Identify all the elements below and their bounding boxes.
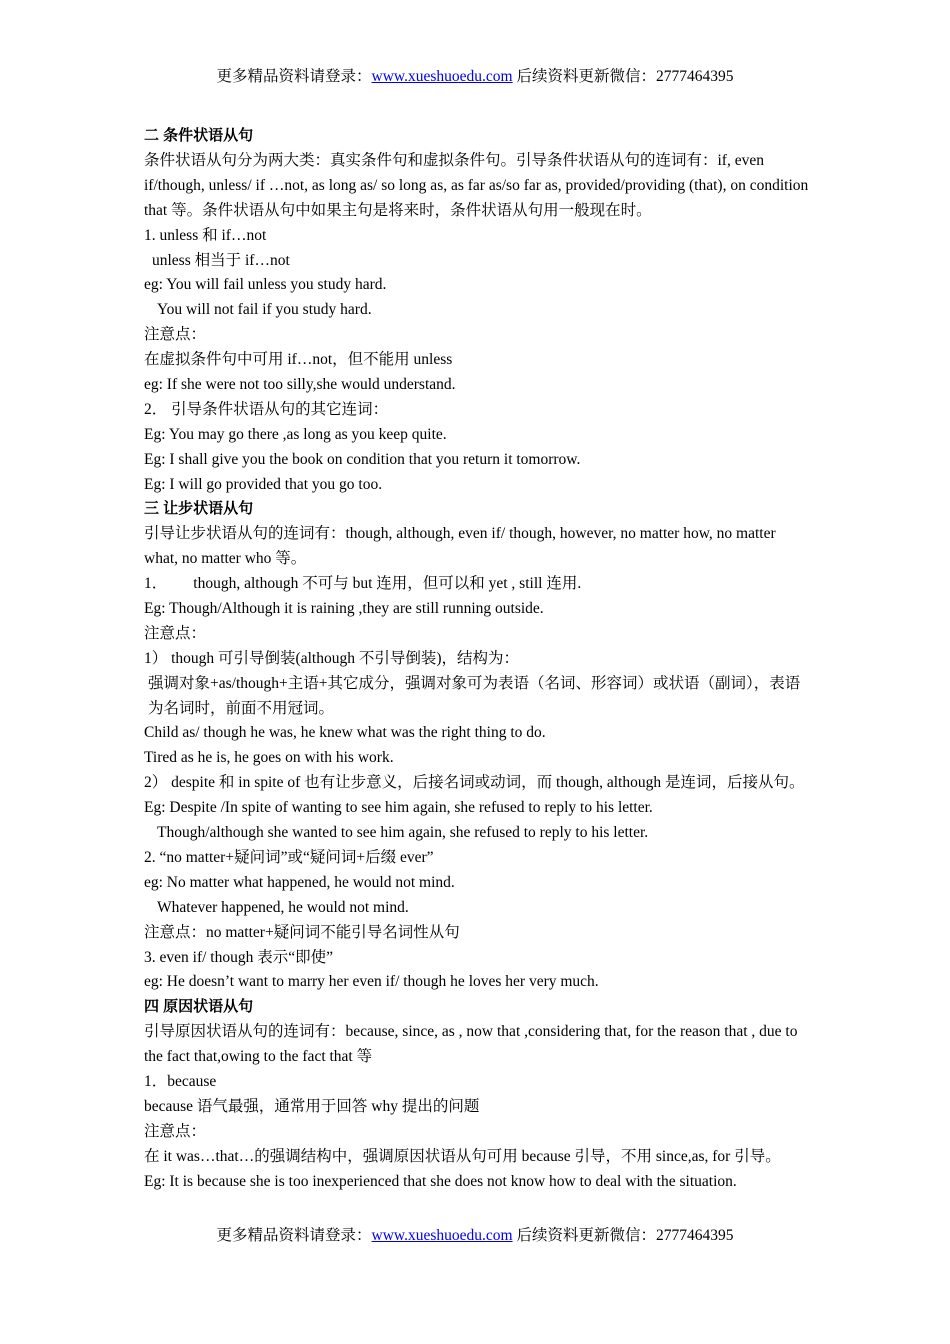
header-banner-prefix: 更多精品资料请登录： [216,68,372,85]
text-line [144,572,812,597]
footer-banner [0,1226,950,1246]
text-line: 2． 引导条件状语从句的其它连词： [144,400,389,418]
section-heading-condition: 二 条件状语从句 [144,127,254,144]
example-line: eg: No matter what happened, he would not mind. [144,873,455,891]
text-line: 1．because [144,1073,217,1090]
text-line: because 语气最强，通常用于回答 why 提出的问题 [144,1097,480,1115]
example-line: Eg: It is because she is too inexperienced that she does not know how to deal with the situation. [144,1172,737,1190]
note-label: 注意点： [144,1122,207,1140]
section-heading-reason: 四 原因状语从句 [144,998,254,1016]
header-banner-suffix: 后续资料更新微信：2777464395 [512,68,734,85]
note-label: 注意点： [144,624,207,642]
text-line: 2. “no matter+疑问词”或“疑问词+后缀 ever” [144,848,434,866]
example-line: Eg: Despite /In spite of wanting to see him again, she refused to reply to his letter. [144,799,653,817]
text-line: 3. even if/ though 表示“即使” [144,948,333,966]
example-line: Eg: You may go there ,as long as you keep quite. [144,425,447,443]
paragraph: 强调对象+as/though+主语+其它成分，强调对象可为表语（名词、形容词）或状语（副词），表语为名词时，前面不用冠词。 [148,674,801,717]
text-line: 1. unless 和 if…not [144,226,267,244]
text-line: 在 it was…that…的强调结构中，强调原因状语从句可用 because 引导，不用 since,as, for 引导。 [144,1147,781,1165]
example-line: eg: You will fail unless you study hard. [144,276,387,294]
note-label: 注意点：no matter+疑问词不能引导名词性从句 [144,923,460,941]
footer-banner-suffix: 后续资料更新微信：2777464395 [512,1227,734,1244]
paragraph: 引导让步状语从句的连词有：though, although, even if/ though, however, no matter how, no matter what, no matter who 等。 [144,525,776,568]
header-banner [0,67,950,87]
paragraph: 2） despite 和 in spite of 也有让步意义，后接名词或动词，而 though, although 是连词，后接从句。 [144,774,805,792]
example-line: You will not fail if you study hard. [157,301,372,319]
list-number: 1． [144,575,168,593]
example-line: Tired as he is, he goes on with his work. [144,749,394,767]
document-body [144,124,812,1194]
footer-banner-prefix: 更多精品资料请登录： [216,1227,372,1244]
example-line: Child as/ though he was, he knew what was the right thing to do. [144,724,546,742]
example-line: eg: He doesn’t want to marry her even if/ though he loves her very much. [144,973,599,991]
footer-banner-link[interactable]: www.xueshuoedu.com [371,1227,513,1244]
header-banner-link[interactable]: www.xueshuoedu.com [371,68,513,85]
note-label: 注意点： [144,326,207,344]
paragraph: 条件状语从句分为两大类：真实条件句和虚拟条件句。引导条件状语从句的连词有：if, even if/though, unless/ if …not, as long as/ so long as, as far as/so far as, provided/providing (that), on condition that 等。条件状语从句中如果主句是将来时，条件状语从句用一般现在时。 [144,151,809,219]
list-text: though, although 不可与 but 连用，但可以和 yet , still 连用. [193,575,582,593]
text-line: unless 相当于 if…not [152,251,290,269]
example-line: Whatever happened, he would not mind. [157,898,409,916]
example-line: eg: If she were not too silly,she would understand. [144,375,456,393]
text-line: 在虚拟条件句中可用 if…not，但不能用 unless [144,351,453,369]
section-heading-concession: 三 让步状语从句 [144,500,254,518]
example-line: Eg: Though/Although it is raining ,they are still running outside. [144,600,544,617]
text-line: 1） though 可引导倒装(although 不引导倒装)，结构为： [144,649,519,667]
example-line: Eg: I will go provided that you go too. [144,475,383,493]
example-line: Eg: I shall give you the book on condition that you return it tomorrow. [144,450,581,468]
paragraph: 引导原因状语从句的连词有：because, since, as , now that ,considering that, for the reason that , due to the fact that,owing to the fact that 等 [144,1023,798,1066]
example-line: Though/although she wanted to see him again, she refused to reply to his letter. [157,824,649,842]
